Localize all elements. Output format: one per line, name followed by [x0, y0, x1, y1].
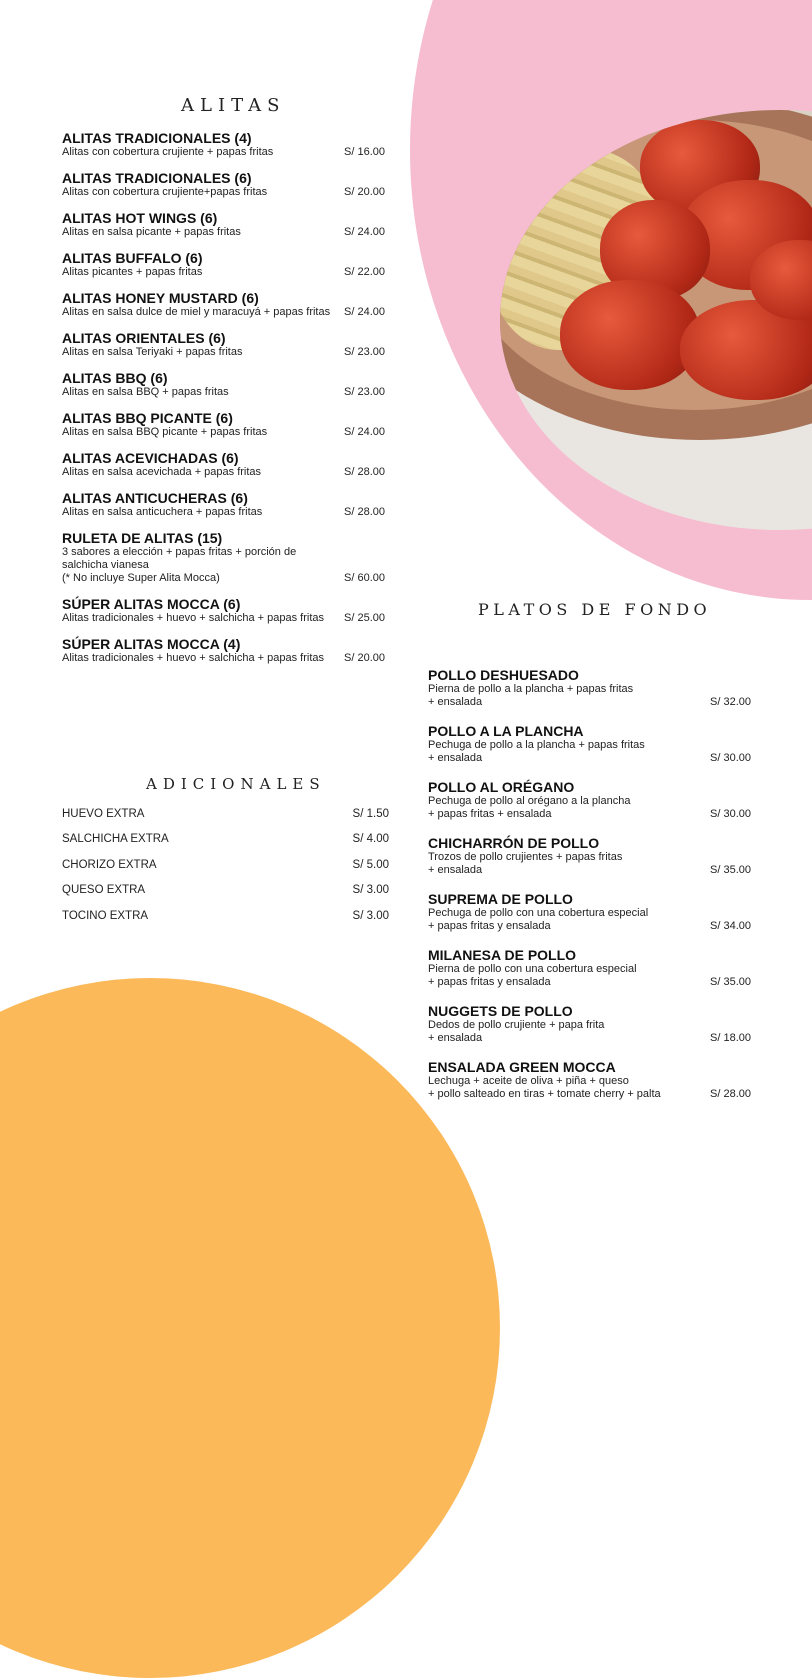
item-row	[428, 1075, 751, 1101]
item-name: POLLO AL ORÉGANO	[428, 779, 575, 795]
item-price: S/ 24.00	[344, 306, 385, 318]
extra-price: S/ 4.00	[352, 833, 389, 846]
extra-name: CHORIZO EXTRA	[62, 858, 157, 871]
item-row	[428, 963, 751, 989]
item-price: S/ 28.00	[710, 1088, 751, 1100]
item-description: Alitas en salsa picante + papas fritas	[62, 226, 241, 238]
menu-item	[428, 1059, 751, 1101]
item-name: RULETA DE ALITAS (15)	[62, 530, 223, 546]
menu-item	[62, 596, 385, 625]
menu-item	[428, 947, 751, 989]
item-price: S/ 35.00	[710, 976, 751, 988]
alitas-list	[62, 130, 385, 676]
item-row	[62, 652, 385, 665]
item-price: S/ 23.00	[344, 386, 385, 398]
extra-item	[62, 808, 389, 833]
menu-item	[62, 130, 385, 159]
item-row	[62, 386, 385, 399]
menu-item	[62, 330, 385, 359]
adicionales-list	[62, 808, 389, 935]
menu-item	[428, 723, 751, 765]
extra-item	[62, 910, 389, 935]
item-price: S/ 20.00	[344, 186, 385, 198]
item-name: ALITAS BBQ (6)	[62, 370, 168, 386]
item-description: Alitas en salsa dulce de miel y maracuyá + papas fritas	[62, 306, 331, 318]
item-name: POLLO DESHUESADO	[428, 667, 579, 683]
item-price: S/ 24.00	[344, 426, 385, 438]
item-price: S/ 60.00	[344, 572, 385, 584]
extra-price: S/ 3.00	[352, 909, 389, 922]
item-price: S/ 25.00	[344, 612, 385, 624]
item-description: Dedos de pollo crujiente + papa frita + ensalada	[428, 1019, 605, 1044]
item-name: MILANESA DE POLLO	[428, 947, 577, 963]
item-description: Pierna de pollo con una cobertura especial + papas fritas y ensalada	[428, 963, 637, 988]
menu-item	[62, 210, 385, 239]
platos-list	[428, 667, 751, 1115]
extra-item	[62, 833, 389, 858]
item-description: Alitas en salsa BBQ + papas fritas	[62, 386, 229, 398]
item-name: ALITAS TRADICIONALES (6)	[62, 170, 252, 186]
item-description: Pechuga de pollo a la plancha + papas fritas + ensalada	[428, 739, 645, 764]
menu-item	[62, 530, 385, 585]
item-description: Alitas en salsa BBQ picante + papas fritas	[62, 426, 268, 438]
item-name: ALITAS BBQ PICANTE (6)	[62, 410, 233, 426]
item-description: Alitas tradicionales + huevo + salchicha + papas fritas	[62, 612, 325, 624]
item-row	[62, 612, 385, 625]
item-description: Alitas en salsa acevichada + papas fritas	[62, 466, 262, 478]
menu-item	[62, 636, 385, 665]
item-row	[62, 266, 385, 279]
item-row	[428, 851, 751, 877]
item-description: Lechuga + aceite de oliva + piña + queso + pollo salteado en tiras + tomate cherry + palta	[428, 1075, 661, 1100]
extra-price: S/ 1.50	[352, 808, 389, 820]
menu-item	[428, 891, 751, 933]
item-name: ALITAS ANTICUCHERAS (6)	[62, 490, 248, 506]
item-row	[62, 346, 385, 359]
item-name: ALITAS BUFFALO (6)	[62, 250, 203, 266]
item-name: ALITAS TRADICIONALES (4)	[62, 130, 252, 146]
item-price: S/ 28.00	[344, 466, 385, 478]
item-row	[62, 546, 385, 585]
item-description: Alitas picantes + papas fritas	[62, 266, 203, 278]
menu-item	[62, 370, 385, 399]
extra-name: TOCINO EXTRA	[62, 909, 149, 922]
item-row	[428, 739, 751, 765]
item-price: S/ 30.00	[710, 752, 751, 764]
item-name: CHICHARRÓN DE POLLO	[428, 835, 600, 851]
extra-price: S/ 5.00	[352, 858, 389, 871]
item-description: Pechuga de pollo al orégano a la plancha + papas fritas + ensalada	[428, 795, 631, 820]
orange-decoration	[0, 978, 500, 1678]
item-row	[428, 1019, 751, 1045]
item-row	[428, 795, 751, 821]
item-price: S/ 18.00	[710, 1032, 751, 1044]
alitas-title: ALITAS	[181, 95, 286, 116]
menu-item	[428, 1003, 751, 1045]
platos-title: PLATOS DE FONDO	[478, 600, 712, 619]
item-description: Alitas con cobertura crujiente+papas fritas	[62, 186, 268, 198]
item-description: Pechuga de pollo con una cobertura especial + papas fritas y ensalada	[428, 907, 649, 932]
item-row	[428, 683, 751, 709]
item-description: Alitas en salsa anticuchera + papas fritas	[62, 506, 263, 518]
item-price: S/ 30.00	[710, 808, 751, 820]
extra-item	[62, 884, 389, 909]
item-price: S/ 23.00	[344, 346, 385, 358]
item-row	[62, 506, 385, 519]
item-name: ENSALADA GREEN MOCCA	[428, 1059, 616, 1075]
item-description: Pierna de pollo a la plancha + papas fritas + ensalada	[428, 683, 634, 708]
item-price: S/ 28.00	[344, 506, 385, 518]
item-price: S/ 34.00	[710, 920, 751, 932]
item-row	[62, 226, 385, 239]
extra-name: SALCHICHA EXTRA	[62, 833, 169, 846]
item-row	[62, 306, 385, 319]
item-name: SÚPER ALITAS MOCCA (6)	[62, 596, 241, 612]
menu-item	[428, 835, 751, 877]
item-price: S/ 35.00	[710, 864, 751, 876]
item-price: S/ 32.00	[710, 696, 751, 708]
menu-item	[62, 290, 385, 319]
item-description: Alitas con cobertura crujiente + papas fritas	[62, 146, 274, 158]
item-description: Trozos de pollo crujientes + papas fritas + ensalada	[428, 851, 623, 876]
item-description: Alitas en salsa Teriyaki + papas fritas	[62, 346, 243, 358]
item-name: SÚPER ALITAS MOCCA (4)	[62, 636, 241, 652]
item-price: S/ 20.00	[344, 652, 385, 664]
extra-price: S/ 3.00	[352, 884, 389, 897]
menu-item	[428, 779, 751, 821]
item-row	[62, 466, 385, 479]
extra-item	[62, 859, 389, 884]
item-description: 3 sabores a elección + papas fritas + porción de salchicha vianesa (* No incluye Super Alita Mocca)	[62, 546, 297, 584]
extra-name: HUEVO EXTRA	[62, 808, 145, 820]
item-name: ALITAS ACEVICHADAS (6)	[62, 450, 239, 466]
item-row	[428, 907, 751, 933]
item-name: ALITAS HOT WINGS (6)	[62, 210, 218, 226]
menu-item	[428, 667, 751, 709]
item-name: NUGGETS DE POLLO	[428, 1003, 573, 1019]
menu-item	[62, 410, 385, 439]
item-row	[62, 186, 385, 199]
item-name: ALITAS ORIENTALES (6)	[62, 330, 226, 346]
item-name: POLLO A LA PLANCHA	[428, 723, 584, 739]
menu-item	[62, 490, 385, 519]
item-name: ALITAS HONEY MUSTARD (6)	[62, 290, 259, 306]
menu-item	[62, 170, 385, 199]
adicionales-title: ADICIONALES	[146, 775, 326, 793]
extra-name: QUESO EXTRA	[62, 884, 146, 897]
item-description: Alitas tradicionales + huevo + salchicha + papas fritas	[62, 652, 325, 664]
item-row	[62, 426, 385, 439]
item-name: SUPREMA DE POLLO	[428, 891, 573, 907]
wing	[560, 280, 700, 390]
item-row	[62, 146, 385, 159]
menu-item	[62, 250, 385, 279]
menu-item	[62, 450, 385, 479]
item-price: S/ 24.00	[344, 226, 385, 238]
item-price: S/ 22.00	[344, 266, 385, 278]
item-price: S/ 16.00	[344, 146, 385, 158]
